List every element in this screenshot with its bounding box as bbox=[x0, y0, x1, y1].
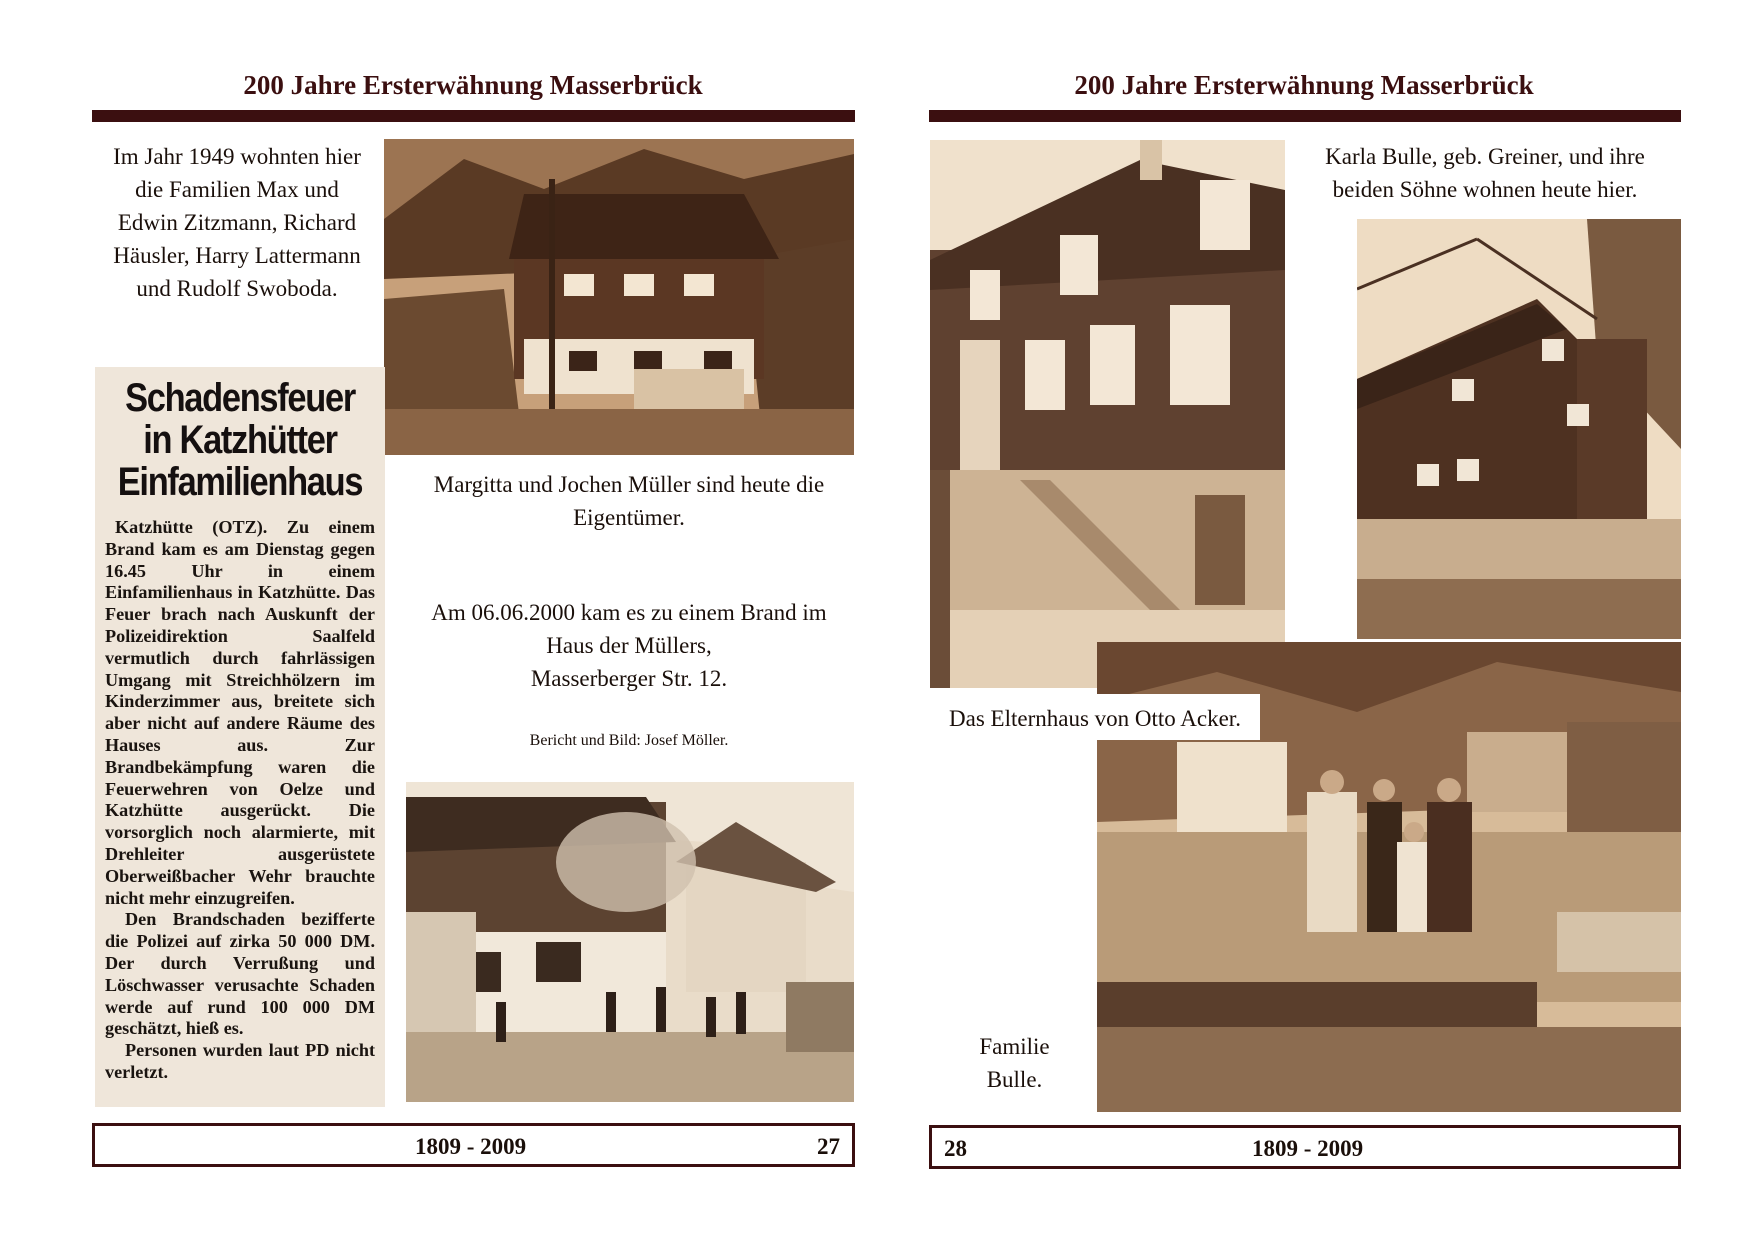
familie-line: Bulle. bbox=[986, 1067, 1043, 1092]
clipping-body bbox=[95, 517, 385, 1084]
karla-line: beiden Söhne wohnen heute hier. bbox=[1332, 177, 1638, 202]
page-number: 28 bbox=[944, 1136, 967, 1161]
footer-years: 1809 - 2009 bbox=[1252, 1136, 1364, 1161]
bulle-house-photo bbox=[1357, 219, 1681, 639]
familie-line: Familie bbox=[979, 1034, 1050, 1059]
owners-line: Margitta und Jochen Müller sind heute die bbox=[433, 472, 825, 497]
fire-line: Haus der Müllers, bbox=[546, 633, 712, 658]
clipping-place: Katzhütte bbox=[115, 517, 193, 537]
intro-line: Häusler, Harry Lattermann bbox=[113, 243, 361, 268]
karla-caption bbox=[1289, 140, 1681, 206]
fire-line: Masserberger Str. 12. bbox=[530, 666, 728, 691]
familie-caption bbox=[937, 1030, 1092, 1096]
clipping-lead: (OTZ). Zu einem Brand kam es am Dienstag gegen 16.45 Uhr in einem Einfamilienhaus in Katzhütte. Das Feuer brach nach Auskunft der Polizeidirektion Saalfeld vermutlich durch fahrlässigen Umgang mit Streichhölzern im Kinderzimmer aus, breitete sich aber nicht auf andere Räume des Hauses aus. Zur Brandbekämpfung waren die Feuerwehren von Oelze und Katzhütte ausgerückt. Die vorsorglich noch alarmierte, mit Drehleiter ausgerüstete Oberweißbacher Wehr brauchte nicht mehr einzugreifen. bbox=[105, 517, 376, 908]
intro-text bbox=[92, 140, 382, 305]
footer-years: 1809 - 2009 bbox=[415, 1134, 527, 1159]
clipping-para: Personen wurden laut PD nicht verletzt. bbox=[105, 1040, 375, 1082]
fire-line: Am 06.06.2000 kam es zu einem Brand im bbox=[431, 600, 827, 625]
intro-line: Edwin Zitzmann, Richard bbox=[117, 210, 357, 235]
owners-caption bbox=[404, 468, 854, 534]
elternhaus-photo bbox=[930, 140, 1285, 688]
clipping-headline bbox=[107, 377, 374, 503]
intro-line: Im Jahr 1949 wohnten hier bbox=[113, 144, 361, 169]
intro-line: und Rudolf Swoboda. bbox=[136, 276, 338, 301]
footer-right bbox=[929, 1125, 1681, 1169]
header-rule-right bbox=[929, 110, 1681, 122]
karla-line: Karla Bulle, geb. Greiner, und ihre bbox=[1325, 144, 1645, 169]
page-header-left: 200 Jahre Ersterwähnung Masserbrück bbox=[243, 70, 703, 100]
eltern-caption: Das Elternhaus von Otto Acker. bbox=[949, 706, 1241, 731]
header-rule-left bbox=[92, 110, 855, 122]
fire-text bbox=[404, 596, 854, 695]
headline-line: in Katzhütter bbox=[143, 418, 337, 462]
right-page bbox=[877, 0, 1754, 1240]
page-number: 27 bbox=[817, 1134, 840, 1159]
clipping-para: Den Brandschaden bezifferte die Polizei auf zirka 50 000 DM. Der durch Verrußung und Löschwasser verusachte Schaden werde auf rund 100 000 DM geschätzt, hieß es. bbox=[105, 909, 375, 1039]
photo-credit: Bericht und Bild: Josef Möller. bbox=[529, 732, 729, 749]
newspaper-clipping bbox=[95, 367, 385, 1107]
headline-line: Schadensfeuer bbox=[125, 376, 355, 420]
headline-line: Einfamilienhaus bbox=[117, 460, 363, 504]
page-header-right: 200 Jahre Ersterwähnung Masserbrück bbox=[1074, 70, 1534, 100]
fire-photo bbox=[406, 782, 854, 1102]
house-photo-1949 bbox=[384, 139, 854, 455]
intro-line: die Familien Max und bbox=[135, 177, 339, 202]
footer-left bbox=[92, 1123, 855, 1167]
owners-line: Eigentümer. bbox=[573, 505, 685, 530]
